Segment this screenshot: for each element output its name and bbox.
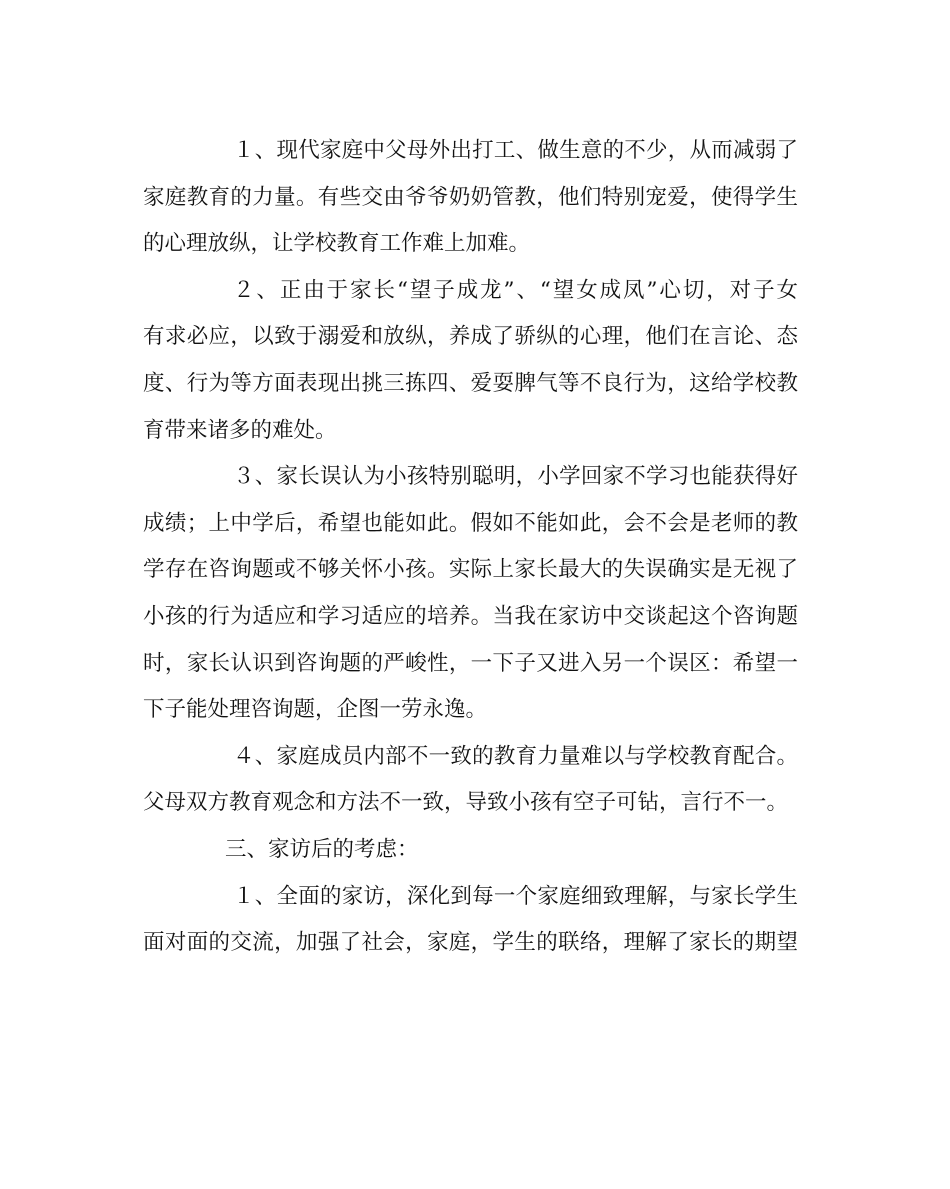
paragraph-3-line-5: 时，家长认识到咨询题的严峻性，一下子又进入另一个误区：希望一 [143, 650, 798, 676]
paragraph-5-line-2: 面对面的交流，加强了社会，家庭，学生的联络，理解了家长的期望 [143, 930, 798, 956]
paragraph-1-line-1: １、现代家庭中父母外出打工、做生意的不少，从而减弱了 [233, 138, 798, 163]
paragraph-4-line-1: ４、家庭成员内部不一致的教育力量难以与学校教育配合。 [233, 743, 798, 769]
paragraph-3-line-2: 成绩；上中学后，希望也能如此。假如不能如此，会不会是老师的教 [143, 510, 798, 536]
document-body [143, 128, 798, 967]
paragraph-3-line-6: 下子能处理咨询题，企图一劳永逸。 [143, 697, 488, 723]
paragraph-3-line-3: 学存在咨询题或不够关怀小孩。实际上家长最大的失误确实是无视了 [143, 557, 798, 583]
paragraph-2-line-3: 度、行为等方面表现出挑三拣四、爱耍脾气等不良行为，这给学校教 [143, 370, 798, 396]
paragraph-1-line-2: 家庭教育的力量。有些交由爷爷奶奶管教，他们特别宠爱，使得学生 [143, 184, 798, 210]
paragraph-2-line-4: 育带来诸多的难处。 [143, 417, 337, 443]
paragraph-3-line-1: ３、家长误认为小孩特别聪明，小学回家不学习也能获得好 [233, 464, 798, 490]
section-heading-3: 三、家访后的考虑： [225, 836, 419, 862]
paragraph-1-line-3: 的心理放纵，让学校教育工作难上加难。 [143, 231, 531, 257]
paragraph-4-line-2: 父母双方教育观念和方法不一致，导致小孩有空子可钻，言行不一。 [143, 790, 789, 816]
paragraph-5-line-1: １、全面的家访，深化到每一个家庭细致理解，与家长学生 [233, 883, 798, 909]
paragraph-2-line-1: ２、正由于家长“望子成龙”、“望女成凤”心切，对子女 [233, 277, 798, 303]
paragraph-3-line-4: 小孩的行为适应和学习适应的培养。当我在家访中交谈起这个咨询题 [143, 603, 798, 629]
paragraph-2-line-2: 有求必应，以致于溺爱和放纵，养成了骄纵的心理，他们在言论、态 [143, 324, 798, 350]
